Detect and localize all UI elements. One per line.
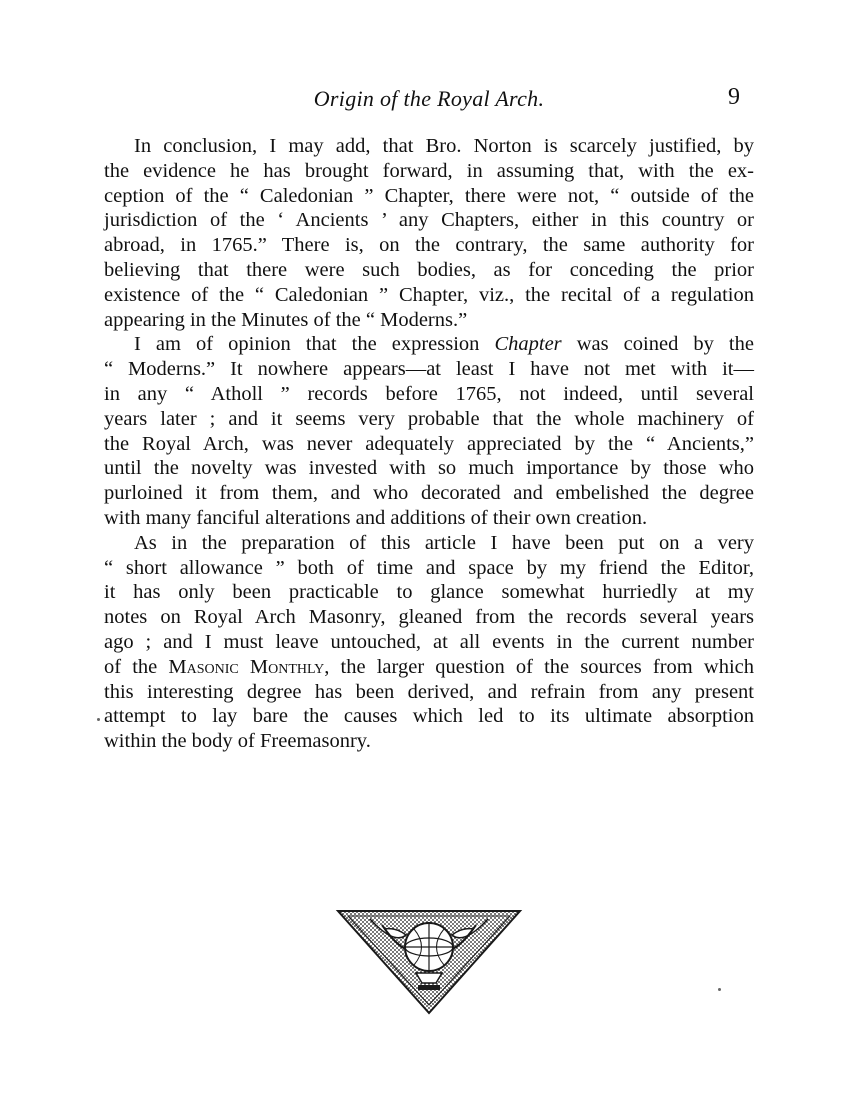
text-line: ago ; and I must leave untouched, at all events in the current number [104,630,754,653]
text-line: abroad, in 1765.” There is, on the contrary, the same authority for [104,234,754,257]
text-segment: I am of opinion that the expression [134,333,495,356]
text-line: it has only been practicable to glance somewhat hurriedly at my [104,581,754,604]
text-line: believing that there were such bodies, as for conceding the prior [104,258,754,281]
running-head [0,84,858,116]
text-line: in any “ Atholl ” records before 1765, not indeed, until several [104,382,754,405]
text-line: within the body of Freemasonry. [104,730,371,753]
running-title: Origin of the Royal Arch. [313,86,545,111]
text-line: years later ; and it seems very probable that the whole machinery of [104,407,754,430]
text-line: the evidence he has brought forward, in assuming that, with the ex- [104,159,754,182]
ink-speck [97,718,100,721]
italic-term: Chapter [494,333,562,356]
text-line-mixed [104,332,754,357]
text-segment: , the larger question of the sources from which [324,655,754,678]
text-line: with many fanciful alterations and additions of their own creation. [104,506,648,529]
text-line: appearing in the Minutes of the “ Moderns.” [104,308,468,331]
text-line: As in the preparation of this article I have been put on a very [134,531,754,554]
text-line: the Royal Arch, was never adequately appreciated by the “ Ancients,” [104,432,754,455]
ink-speck [718,988,721,991]
text-line: until the novelty was invested with so much importance by those who [104,457,754,480]
text-line: jurisdiction of the ‘ Ancients ’ any Chapters, either in this country or [104,209,754,232]
text-line: this interesting degree has been derived, and refrain from any present [104,680,754,703]
text-line: existence of the “ Caledonian ” Chapter, viz., the recital of a regulation [104,283,754,306]
article-body [104,134,754,754]
text-line: “ Moderns.” It nowhere appears—at least I have not met with it— [104,358,754,381]
text-line: ception of the “ Caledonian ” Chapter, there were not, “ outside of the [104,184,754,207]
text-line: attempt to lay bare the causes which led to its ultimate absorption [104,705,754,728]
text-line: “ short allowance ” both of time and space by my friend the Editor, [104,556,754,579]
text-line: notes on Royal Arch Masonry, gleaned from the records several years [104,606,754,629]
small-caps-title: Masonic Monthly [168,655,325,678]
text-segment: of the [104,655,169,678]
text-line: purloined it from them, and who decorated and embelished the degree [104,482,754,505]
text-line-mixed [104,655,754,680]
page-number: 9 [728,84,740,110]
text-segment: was coined by the [561,333,754,356]
text-line: In conclusion, I may add, that Bro. Norton is scarcely justified, by [134,135,754,157]
triangular-tailpiece-icon [334,905,524,1017]
